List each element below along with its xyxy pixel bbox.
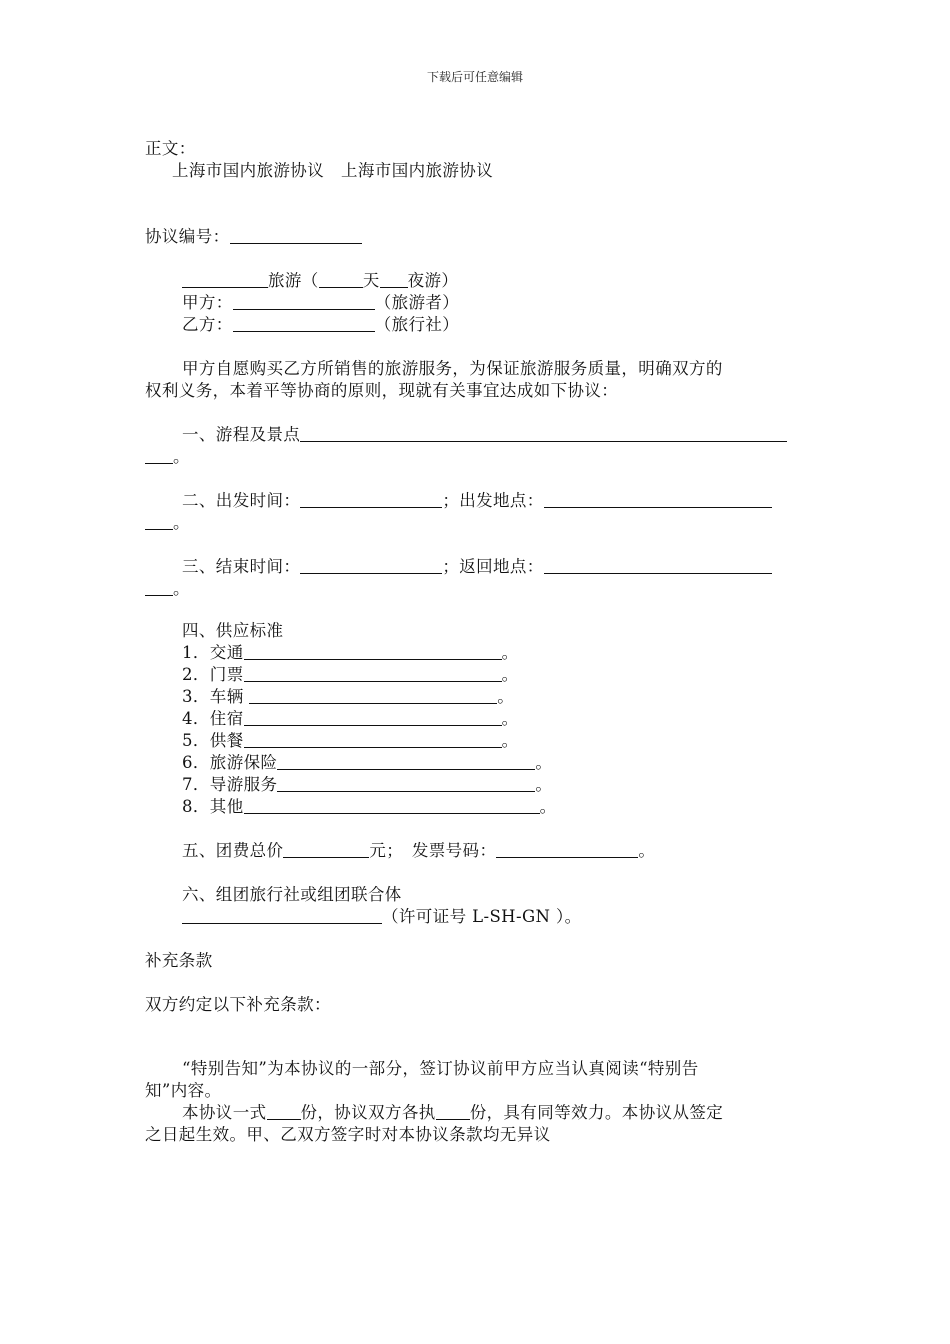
notice-line-2: 知”内容。 — [145, 1081, 222, 1100]
item4-title: 四、供应标准 — [182, 621, 284, 640]
item1-line-end — [145, 446, 190, 468]
party-b-note: （旅行社） — [374, 315, 460, 334]
copies-text-b: 份，协议双方各执 — [300, 1103, 436, 1122]
supply-item-label: 4．住宿 — [182, 709, 244, 728]
item5-line — [182, 840, 655, 862]
copies-line-1 — [182, 1102, 723, 1124]
supply-item-period: 。 — [501, 709, 519, 728]
party-a-note: （旅游者） — [374, 293, 460, 312]
notice-line-1: “特别告知”为本协议的一部分，签订协议前甲方应当认真阅读“特别告 — [182, 1059, 699, 1078]
supply-item-blank[interactable] — [277, 753, 535, 770]
supply-item — [182, 708, 519, 730]
supplement-intro: 双方约定以下补充条款： — [145, 995, 331, 1014]
supply-item-blank[interactable] — [244, 665, 502, 682]
item2-line — [182, 490, 772, 512]
nights-blank[interactable] — [380, 271, 408, 288]
item2-label-b: ；出发地点： — [442, 491, 544, 510]
supply-item — [182, 796, 557, 818]
agreement-number-blank[interactable] — [230, 227, 362, 244]
supply-item-period: 。 — [535, 753, 553, 772]
supply-item — [182, 686, 514, 708]
item5-period: 。 — [638, 841, 656, 860]
organizer-blank[interactable] — [182, 907, 382, 924]
supplement-title: 补充条款 — [145, 951, 213, 970]
item5-label-a: 五、团费总价 — [182, 841, 284, 860]
supply-item — [182, 730, 519, 752]
supply-item-blank[interactable] — [249, 687, 497, 704]
item1-period: 。 — [173, 447, 190, 466]
item1-blank[interactable] — [300, 425, 787, 442]
supply-item-label: 1．交通 — [182, 643, 244, 662]
supply-item-blank[interactable] — [244, 731, 502, 748]
agreement-number-line — [145, 226, 362, 248]
document-titles: 上海市国内旅游协议 上海市国内旅游协议 — [172, 161, 494, 180]
item3-line — [182, 556, 772, 578]
supply-item-label: 2．门票 — [182, 665, 244, 684]
item3-period: 。 — [173, 579, 190, 598]
supply-item — [182, 774, 552, 796]
party-a-line — [182, 292, 459, 314]
item1-blank-cont[interactable] — [145, 447, 173, 464]
intro-line-2: 权利义务，本着平等协商的原则，现就有关事宜达成如下协议： — [145, 381, 619, 400]
departure-time-blank[interactable] — [300, 491, 442, 508]
party-b-line — [182, 314, 459, 336]
invoice-number-blank[interactable] — [496, 841, 638, 858]
supply-item-label: 6．旅游保险 — [182, 753, 278, 772]
supply-item-blank[interactable] — [244, 797, 540, 814]
supply-item-label: 3．车辆 — [182, 687, 250, 706]
total-price-blank[interactable] — [283, 841, 369, 858]
supply-item-label: 7．导游服务 — [182, 775, 278, 794]
copies-text-a: 本协议一式 — [182, 1103, 267, 1122]
item1-line — [182, 424, 787, 446]
tour-line-text-3: 夜游） — [407, 271, 459, 290]
tour-line — [182, 270, 458, 292]
departure-place-blank[interactable] — [544, 491, 772, 508]
supply-item-period: 。 — [535, 775, 553, 794]
item6-title: 六、组团旅行社或组团联合体 — [182, 885, 402, 904]
party-a-label: 甲方： — [182, 293, 233, 312]
supply-item-period: 。 — [501, 731, 519, 750]
item6-license-line — [182, 906, 582, 928]
intro-line-1: 甲方自愿购买乙方所销售的旅游服务，为保证旅游服务质量，明确双方的 — [182, 359, 723, 378]
zhengwen-label: 正文： — [145, 139, 196, 158]
supply-item-period: 。 — [539, 797, 557, 816]
supply-item-period: 。 — [501, 643, 519, 662]
copies-text-c: 份，具有同等效力。本协议从签定 — [469, 1103, 724, 1122]
item3-blank-cont[interactable] — [145, 579, 173, 596]
party-b-label: 乙方： — [182, 315, 233, 334]
item5-label-b: 元； 发票号码： — [369, 841, 497, 860]
tour-name-blank[interactable] — [182, 271, 268, 288]
supply-item-period: 。 — [501, 665, 519, 684]
copies-line-2: 之日起生效。甲、乙双方签字时对本协议条款均无异议 — [145, 1125, 551, 1144]
page-header-note: 下载后可任意编辑 — [426, 70, 523, 84]
item1-label: 一、游程及景点 — [182, 425, 301, 444]
supply-item-period: 。 — [497, 687, 515, 706]
supply-item-label: 8．其他 — [182, 797, 244, 816]
agreement-number-label: 协议编号： — [145, 227, 230, 246]
copies-total-blank[interactable] — [267, 1103, 301, 1120]
item3-line-end — [145, 578, 190, 600]
supply-item — [182, 752, 552, 774]
item2-label-a: 二、出发时间： — [182, 491, 301, 510]
item2-blank-cont[interactable] — [145, 513, 173, 530]
end-time-blank[interactable] — [300, 557, 442, 574]
party-a-blank[interactable] — [233, 293, 375, 310]
supply-item-blank[interactable] — [244, 709, 502, 726]
item2-period: 。 — [173, 513, 190, 532]
tour-line-text-1: 旅游（ — [268, 271, 319, 290]
copies-each-blank[interactable] — [436, 1103, 470, 1120]
supply-item — [182, 664, 519, 686]
item2-line-end — [145, 512, 190, 534]
supply-item-label: 5．供餐 — [182, 731, 244, 750]
party-b-blank[interactable] — [233, 315, 375, 332]
return-place-blank[interactable] — [544, 557, 772, 574]
license-number: （许可证号 L-SH-GN ）。 — [382, 907, 582, 926]
supply-item-blank[interactable] — [277, 775, 535, 792]
tour-line-text-2: 天 — [362, 271, 380, 290]
supply-item — [182, 642, 519, 664]
item3-label-b: ；返回地点： — [442, 557, 544, 576]
item3-label-a: 三、结束时间： — [182, 557, 301, 576]
days-blank[interactable] — [319, 271, 363, 288]
supply-item-blank[interactable] — [244, 643, 502, 660]
